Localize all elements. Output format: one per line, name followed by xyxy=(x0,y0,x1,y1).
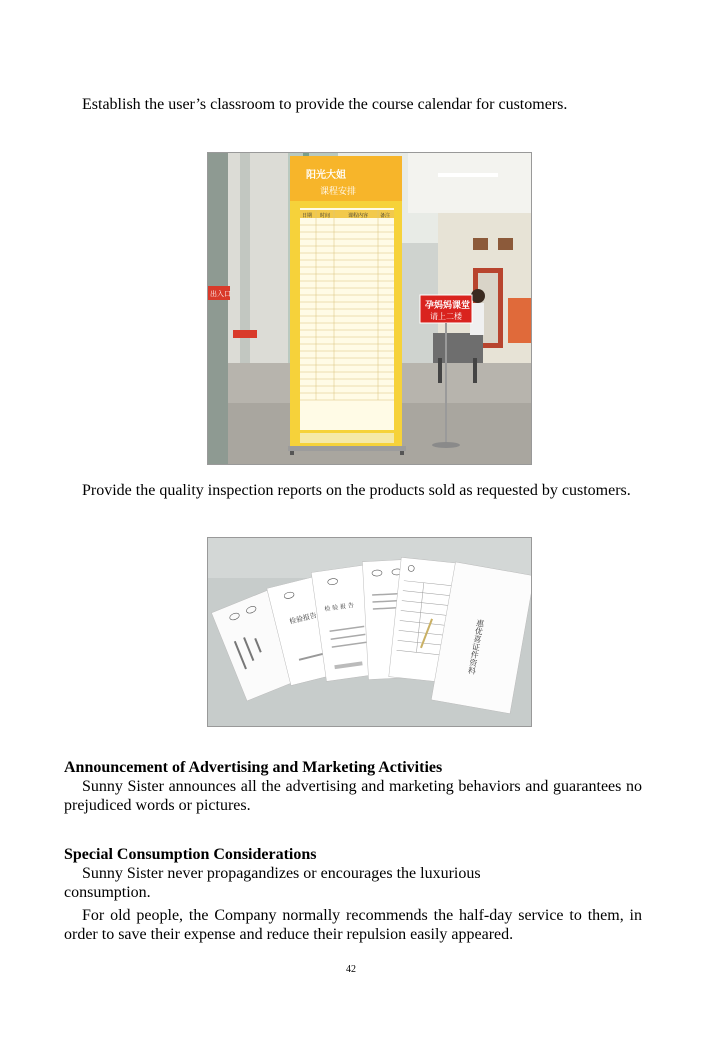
classroom-photo-graphic xyxy=(208,153,531,464)
inspection-reports-graphic xyxy=(208,538,531,726)
page-number: 42 xyxy=(346,964,356,975)
doc2-text: 检 验 报 告 xyxy=(324,601,355,614)
door-sign-text: 出入口 xyxy=(210,290,231,298)
table-header-content: 课程内容 xyxy=(348,213,369,219)
banner-title-2: 课程安排 xyxy=(320,187,357,197)
sign-line2: 请上二楼 xyxy=(430,312,462,321)
paragraph-luxury: Sunny Sister never propagandizes or encourages the luxurious consumption. xyxy=(64,865,481,901)
inspection-reports-photo xyxy=(207,537,532,727)
table-header-date: 日期 xyxy=(302,213,313,219)
table-header-note: 备注 xyxy=(380,213,391,219)
doc1-text: 检验报告 xyxy=(288,611,318,626)
sign-line1: 孕妈妈课堂 xyxy=(425,301,471,311)
banner-title-1: 阳光大姐 xyxy=(306,170,346,181)
paragraph-old-people: For old people, the Company normally recommends the half-day service to them, in order to save their expense and reduce their repulsion easily appeared. xyxy=(64,907,642,943)
heading-advertising: Announcement of Advertising and Marketing Activities xyxy=(64,759,443,776)
heading-consumption: Special Consumption Considerations xyxy=(64,846,317,863)
paragraph-advertising: Sunny Sister announces all the advertising and marketing behaviors and guarantees no prejudiced words or pictures. xyxy=(64,778,642,814)
doc5-text: 惠优喜证件资料 xyxy=(466,618,486,676)
paragraph-classroom: Establish the user’s classroom to provide the course calendar for customers. xyxy=(82,96,568,113)
table-header-time: 时间 xyxy=(320,213,331,219)
classroom-photo xyxy=(207,152,532,465)
paragraph-inspection: Provide the quality inspection reports on the products sold as requested by customers. xyxy=(82,482,631,499)
